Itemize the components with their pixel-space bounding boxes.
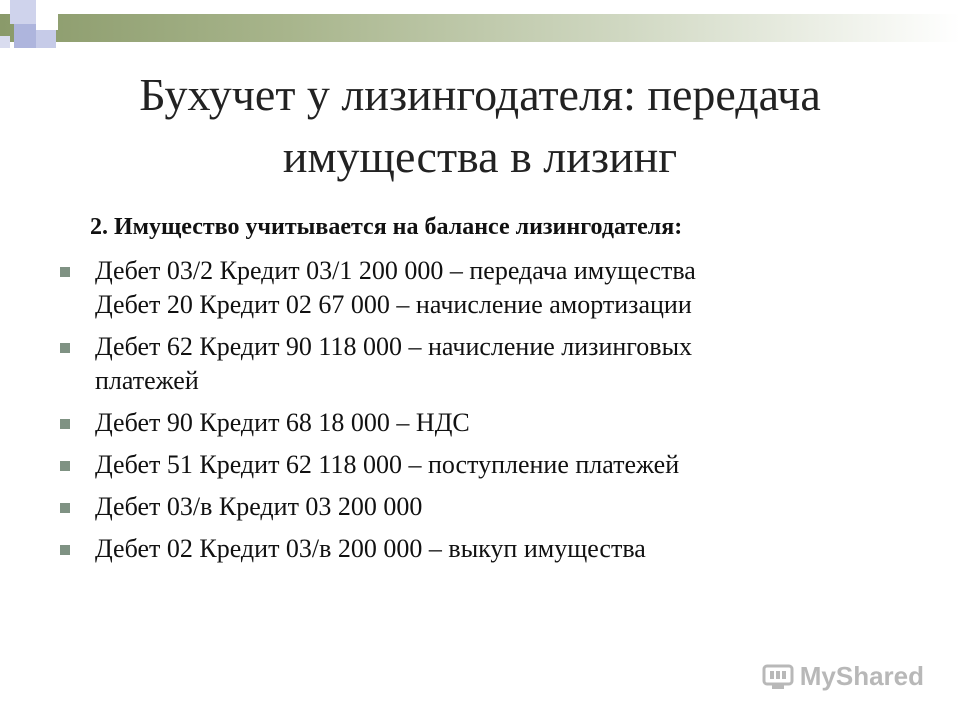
corner-square [14,24,36,48]
list-item [60,448,920,482]
bullet-icon [60,503,70,513]
header-band [0,14,960,42]
title-line-2: имущества в лизинг [282,131,678,182]
item-text: Дебет 03/2 Кредит 03/1 200 000 – передача имущества [95,256,696,285]
list-item [60,490,920,524]
list-item [60,254,920,322]
corner-square [0,36,10,48]
bullet-icon [60,419,70,429]
item-text: платежей [95,366,199,395]
watermark-text: MyShared [799,661,924,691]
corner-square [36,30,56,48]
entries-list [60,254,920,574]
bullet-icon [60,545,70,555]
bullet-icon [60,343,70,353]
item-text: Дебет 90 Кредит 68 18 000 – НДС [95,408,470,437]
slide-title [0,64,960,188]
item-text: Дебет 51 Кредит 62 118 000 – поступление платежей [95,450,680,479]
corner-square [36,8,58,30]
item-text: Дебет 62 Кредит 90 118 000 – начисление лизинговых [95,332,693,361]
slide-subtitle: 2. Имущество учитывается на балансе лизингодателя: [90,214,683,240]
bullet-icon [60,461,70,471]
myshared-watermark[interactable] [762,661,924,692]
item-text: Дебет 03/в Кредит 03 200 000 [95,492,423,521]
title-line-1: Бухучет у лизингодателя: передача [139,69,821,120]
myshared-logo-icon [762,664,794,690]
bullet-icon [60,267,70,277]
list-item [60,406,920,440]
item-text: Дебет 02 Кредит 03/в 200 000 – выкуп имущества [95,534,646,563]
list-item [60,330,920,398]
item-text: Дебет 20 Кредит 02 67 000 – начисление амортизации [95,290,692,319]
list-item [60,532,920,566]
corner-square [10,0,36,24]
